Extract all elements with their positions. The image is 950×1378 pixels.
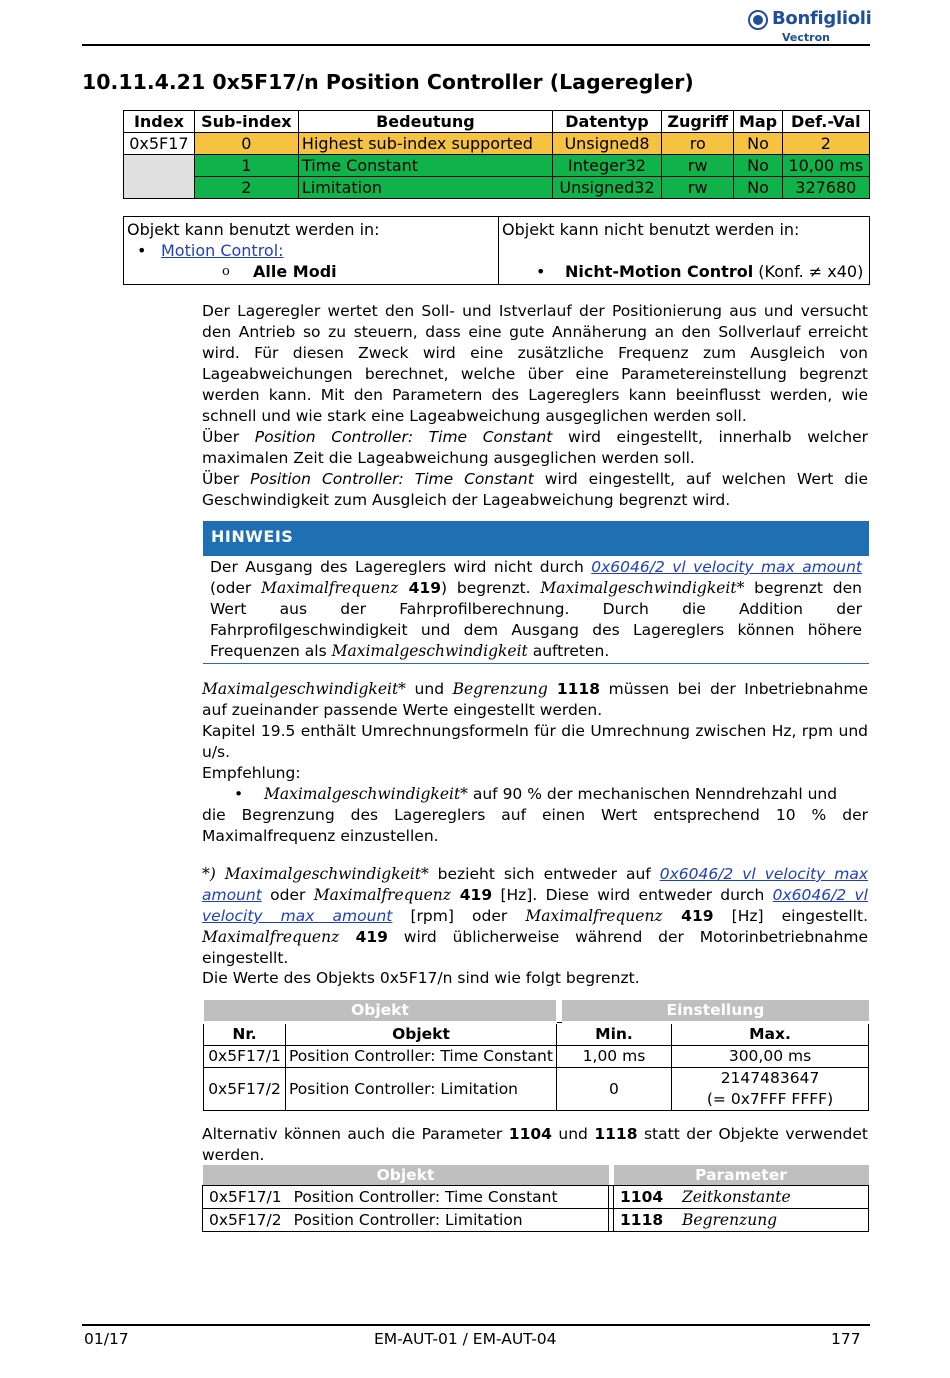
cell-datentyp: Unsigned8: [552, 133, 661, 155]
cell-bedeutung: Highest sub-index supported: [298, 133, 552, 155]
footer-date: 01/17: [84, 1330, 129, 1348]
header-rule: [82, 44, 870, 46]
cell-defval: 10,00 ms: [782, 155, 869, 177]
table-row: [124, 155, 870, 177]
table-row: [124, 177, 870, 199]
object-table: [123, 110, 870, 199]
col-defval: Def.-Val: [782, 111, 869, 133]
cell-zugriff: ro: [662, 133, 734, 155]
usage-table: [123, 216, 870, 285]
footer-doc: EM-AUT-01 / EM-AUT-04: [374, 1330, 557, 1348]
usage-cannot-cell: [499, 217, 870, 285]
cell-zugriff: rw: [662, 177, 734, 199]
cell-defval: 327680: [782, 177, 869, 199]
col-datentyp: Datentyp: [552, 111, 661, 133]
logo-mark-icon: [748, 10, 768, 30]
brand-logo: [748, 8, 870, 48]
velocity-max-link[interactable]: 0x6046/2 vl velocity max amount: [202, 865, 869, 904]
col-subindex: Sub-index: [194, 111, 298, 133]
limits-intro: Die Werte des Objekts 0x5F17/n sind wie folgt begrenzt.: [202, 969, 640, 987]
commissioning-paragraph: Maximalgeschwindigkeit* und Begrenzung 1118 müssen bei der Inbetriebnahme auf zueinander passende Werte eingestellt werden. Kapitel 19.5 enthält Umrechnungsformeln für die Umrechnung zwischen Hz, rpm und u/s. Empfehlung: • Maximalgeschwindigkeit* auf 90 % der mechanischen Nenndrehzahl und die Begrenzung des Lagereglers auf einen Wert entsprechend 10 % der Maximalfrequenz einzustellen.: [202, 680, 868, 845]
table-row: 0x5F17/2 Position Controller: Limitation 1118 Begrenzung: [203, 1209, 869, 1232]
bullet-icon: •: [234, 785, 244, 803]
table-row: [124, 133, 870, 155]
col-nr: Nr.: [204, 1023, 286, 1046]
usage-can-sub: Alle Modi: [253, 262, 337, 281]
footnote-paragraph: *) Maximalgeschwindigkeit* bezieht sich entweder auf 0x6046/2 vl velocity max amount oder Maximalfrequenz 419 [Hz]. Diese wird entweder durch 0x6046/2 vl velocity max amount [rpm] oder Maximalfrequenz 419 [Hz] eingestellt. Maximalfrequenz 419 wird üblicherweise während der Motorinbetriebnahme eingestellt.: [202, 865, 869, 967]
cell-map: No: [734, 177, 782, 199]
cell-subindex: 1: [194, 155, 298, 177]
usage-cannot-rest: (Konf. ≠ x40): [753, 262, 864, 281]
col-bedeutung: Bedeutung: [298, 111, 552, 133]
cell-datentyp: Unsigned32: [552, 177, 661, 199]
usage-can-label: Objekt kann benutzt werden in:: [127, 220, 380, 239]
cell-map: No: [734, 133, 782, 155]
velocity-max-link[interactable]: 0x6046/2 vl velocity max amount: [591, 558, 863, 576]
usage-cannot-item: Nicht-Motion Control: [565, 262, 754, 281]
bullet-icon: •: [536, 262, 546, 281]
parameter-table: [202, 1165, 869, 1232]
hinweis-bar: [203, 521, 869, 556]
footer-rule: [82, 1324, 870, 1326]
cell-defval: 2: [782, 133, 869, 155]
bullet-icon: •: [137, 241, 147, 260]
table-row: 0x5F17/1 Position Controller: Time Constant 1104 Zeitkonstante: [203, 1186, 869, 1209]
col-index: Index: [124, 111, 195, 133]
alternative-paragraph: Alternativ können auch die Parameter 1104 und 1118 statt der Objekte verwendet werden.: [202, 1125, 868, 1164]
logo-sub: Vectron: [782, 31, 830, 44]
group-objekt: Objekt: [204, 1000, 557, 1023]
col-max: Max.: [672, 1023, 869, 1046]
hinweis-rule: [203, 663, 869, 664]
hinweis-text: Der Ausgang des Lagereglers wird nicht durch 0x6046/2 vl velocity max amount (oder Maximalfrequenz 419) begrenzt. Maximalgeschwindigkeit* begrenzt den Wert aus der Fahrprofilberechnung. Durch die Addition der Fahrprofilgeschwindigkeit und dem Ausgang des Lagereglers können höhere Frequenzen als Maximalgeschwindigkeit auftreten.: [210, 558, 863, 660]
velocity-max-link[interactable]: 0x6046/2 vl velocity max amount: [202, 886, 868, 925]
group-objekt: Objekt: [203, 1165, 609, 1186]
description-paragraph: Der Lageregler wertet den Soll- und Istverlauf der Positionierung aus und versucht den Antrieb so zu steuern, dass eine gute Annäherung an den Sollverlauf erreicht wird. Für diesen Zweck wird eine zusätzliche Frequenz zum Ausgleich von Lageabweichungen berechnet, welche über eine Parametereinstellung begrenzt werden kann. Mit den Parametern des Lagereglers kann beeinflusst werden, wie schnell und wie stark eine Lageabweichung ausgeglichen werden soll. Über Position Controller: Time Constant wird eingestellt, innerhalb welcher maximalen Zeit die Lageabweichung ausgeglichen werden soll. Über Position Controller: Time Constant wird eingestellt, auf welchen Wert die Geschwindigkeit zum Ausgleich der Lageabweichung begrenzt wird.: [202, 302, 868, 509]
table-row: 0x5F17/1 Position Controller: Time Constant 1,00 ms 300,00 ms: [204, 1046, 869, 1068]
table-row: 0x5F17/2 Position Controller: Limitation 0 2147483647 (= 0x7FFF FFFF): [204, 1068, 869, 1111]
object-table-header: [124, 111, 870, 133]
limits-table: [203, 1000, 869, 1111]
col-map: Map: [734, 111, 782, 133]
cell-subindex: 0: [194, 133, 298, 155]
cell-index-empty: [124, 155, 195, 199]
cell-bedeutung: Limitation: [298, 177, 552, 199]
usage-cannot-label: Objekt kann nicht benutzt werden in:: [502, 220, 800, 239]
hinweis-title: HINWEIS: [211, 527, 294, 546]
cell-subindex: 2: [194, 177, 298, 199]
cell-zugriff: rw: [662, 155, 734, 177]
motion-control-link[interactable]: Motion Control:: [161, 241, 284, 260]
group-einstellung: Einstellung: [562, 1000, 868, 1023]
col-zugriff: Zugriff: [662, 111, 734, 133]
usage-can-cell: [124, 217, 499, 285]
col-min: Min.: [556, 1023, 671, 1046]
circle-bullet-icon: o: [222, 264, 230, 279]
logo-name: Bonfiglioli: [772, 8, 872, 29]
cell-bedeutung: Time Constant: [298, 155, 552, 177]
cell-datentyp: Integer32: [552, 155, 661, 177]
cell-index: 0x5F17: [124, 133, 195, 155]
group-parameter: Parameter: [614, 1165, 869, 1186]
page-number: 177: [831, 1330, 861, 1348]
section-title: 10.11.4.21 0x5F17/n Position Controller (Lageregler): [82, 70, 694, 94]
col-objekt: Objekt: [286, 1023, 557, 1046]
cell-map: No: [734, 155, 782, 177]
